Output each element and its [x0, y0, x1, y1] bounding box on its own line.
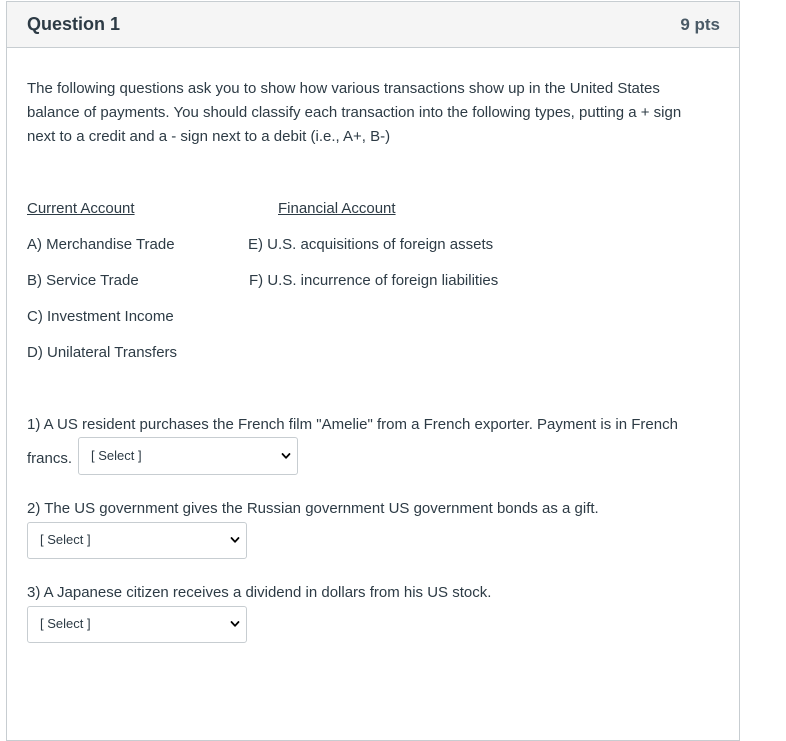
select-value: [ Select ] [40, 616, 91, 631]
intro-line-2: balance of payments. You should classify each transaction into the following types, putting a + sign [27, 104, 682, 121]
question-intro [27, 77, 727, 149]
financial-account-heading: Financial Account [278, 200, 396, 217]
question-card [6, 1, 740, 741]
chevron-down-icon [281, 451, 291, 461]
intro-line-1: The following questions ask you to show how various transactions show up in the United States [27, 80, 660, 97]
question-title: Question 1 [27, 14, 121, 34]
question-item-3 [27, 581, 727, 605]
question-item-2 [27, 497, 727, 521]
current-account-item: C) Investment Income [27, 308, 174, 325]
intro-line-3: next to a credit and a - sign next to a debit (i.e., A+, B-) [27, 128, 391, 145]
current-account-heading: Current Account [27, 200, 135, 217]
question-points: 9 pts [680, 15, 720, 34]
answer-select-1[interactable] [78, 437, 298, 475]
answer-select-2[interactable] [27, 522, 247, 559]
current-account-item: A) Merchandise Trade [27, 236, 175, 253]
financial-account-item: F) U.S. incurrence of foreign liabilities [249, 272, 499, 289]
question-item-1 [27, 413, 727, 437]
question-item-text: 2) The US government gives the Russian government US government bonds as a gift. [27, 500, 599, 517]
current-account-item: D) Unilateral Transfers [27, 344, 178, 361]
select-value: [ Select ] [40, 532, 91, 547]
question-item-text-continued: francs. [27, 450, 73, 467]
current-account-item: B) Service Trade [27, 272, 139, 289]
answer-select-3[interactable] [27, 606, 247, 643]
chevron-down-icon [230, 619, 240, 629]
select-value: [ Select ] [91, 448, 142, 463]
question-header [7, 2, 739, 48]
financial-account-item: E) U.S. acquisitions of foreign assets [248, 236, 494, 253]
question-item-text: 3) A Japanese citizen receives a dividend in dollars from his US stock. [27, 584, 492, 601]
chevron-down-icon [230, 535, 240, 545]
question-item-text: 1) A US resident purchases the French film "Amelie" from a French exporter. Payment is in French [27, 416, 678, 433]
